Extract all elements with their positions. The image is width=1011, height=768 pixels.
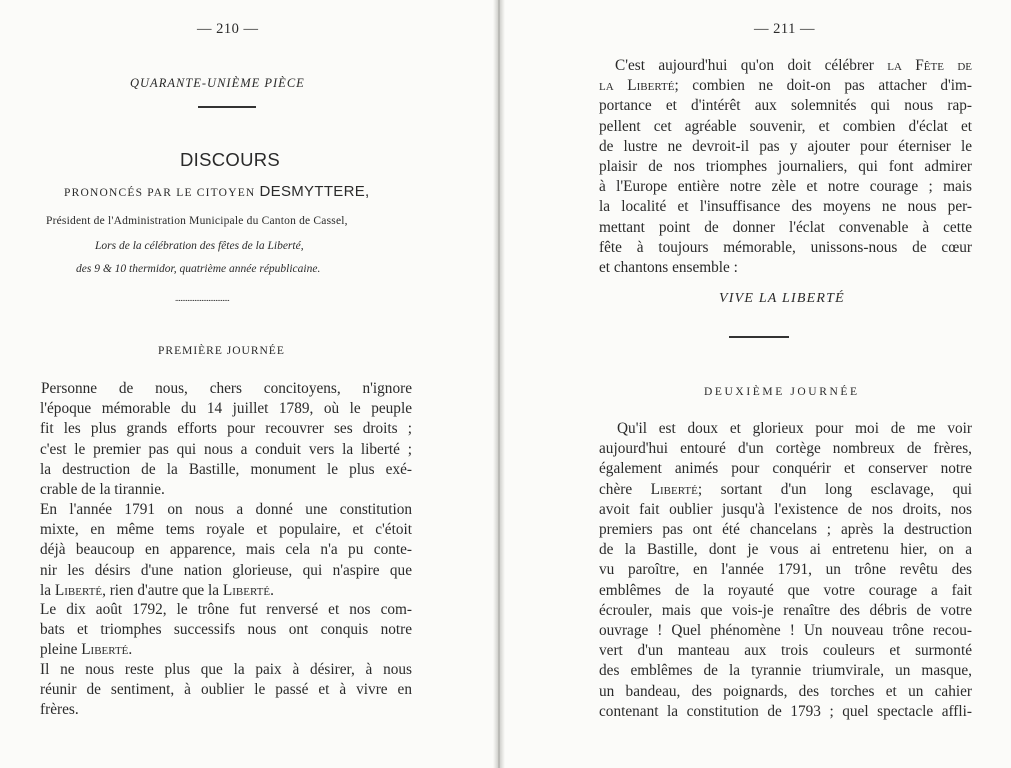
text-line: Il ne nous reste plus que la paix à désirer, à nous — [40, 661, 412, 678]
paragraph — [40, 500, 412, 601]
text-run: la — [40, 581, 55, 599]
dates-line: des 9 & 10 thermidor, quatrième année républicaine. — [76, 263, 321, 275]
text-line: premiers pas ont été chancelans ; après la destruction — [599, 521, 972, 539]
text-line: ouvrage ! Quel phénomène ! Un nouveau trône recou- — [599, 622, 972, 640]
text-line: portance et d'intérêt aux solemnités qui nous rap- — [599, 97, 972, 115]
heading: DISCOURS — [180, 149, 281, 170]
text-run: . — [270, 581, 274, 599]
section-heading: DEUXIÈME JOURNÉE — [704, 386, 860, 398]
text-line: vert d'un manteau aux trois couleurs et surmonté — [599, 642, 972, 660]
occasion-line: Lors de la célébration des fêtes de la Liberté, — [95, 240, 304, 252]
text-line: un bandeau, des poignards, des torches et un cahier — [599, 682, 972, 700]
text-line: la destruction de la Bastille, monument le plus exé- — [40, 460, 412, 478]
text-line: l'époque mémorable du 14 juillet 1789, où le peuple — [40, 400, 412, 418]
paragraph — [599, 419, 972, 722]
text-line: la localité et l'insuffisance des moyens ne nous per- — [599, 198, 972, 216]
text-line: nir les désirs d'une nation glorieuse, qui n'aspire que — [40, 561, 412, 579]
text-line — [599, 76, 972, 96]
text-line — [599, 56, 972, 76]
text-line: Le dix août 1792, le trône fut renversé et nos com- — [40, 601, 412, 618]
text-line — [599, 480, 972, 500]
text-run: , rien d'autre que la — [102, 581, 223, 599]
paragraph — [40, 660, 412, 721]
text-line: de la Bastille, dont je vous ai entretenu hier, on a — [599, 541, 972, 559]
text-run: ; sortant d'un long esclavage, qui — [697, 480, 972, 498]
paragraph — [599, 56, 972, 278]
pronounced-by-text: PRONONCÉS PAR LE CITOYEN — [64, 187, 256, 199]
text-line: mixte, en même tems royale et populaire, et c'étoit — [40, 521, 412, 539]
title-rule — [198, 106, 256, 108]
text-line: à l'Europe entière notre zèle et notre courage ; mais — [599, 178, 972, 196]
text-run: C'est aujourd'hui qu'on doit célébrer — [615, 57, 888, 74]
text-line: En l'année 1791 on nous a donné une constitution — [40, 501, 412, 518]
text-run: chère — [599, 480, 651, 498]
text-line: Qu'il est doux et glorieux pour moi de me voir — [617, 420, 972, 437]
page-number: — 210 — — [197, 21, 259, 37]
pronounced-by — [64, 183, 370, 200]
text-line: réunir de sentiment, à oublier le passé et à vivre en — [40, 681, 412, 699]
text-line: avoit fait oublier jusqu'à l'existence de nos droits, nos — [599, 500, 972, 518]
text-line: aujourd'hui entouré d'un cortège nombreux de frères, — [599, 440, 972, 458]
section-heading: PREMIÈRE JOURNÉE — [158, 345, 285, 357]
text-line: crable de la tirannie. — [40, 481, 165, 499]
small-caps-word: la Fête de — [887, 57, 973, 74]
section-rule — [729, 336, 789, 338]
left-page — [0, 0, 496, 768]
small-caps-word: la Liberté — [599, 77, 675, 95]
page-number: — 211 — — [754, 21, 815, 37]
text-line: contenant la constitution de 1793 ; quel spectacle affli- — [599, 702, 972, 720]
piece-title: QUARANTE-UNIÈME PIÈCE — [130, 76, 305, 90]
text-line: plaisir de nos triomphes journaliers, qui font admirer — [599, 158, 972, 176]
small-caps-word: Liberté — [81, 641, 129, 659]
text-line: pellent cet agréable souvenir, et combien d'éclat et — [599, 117, 972, 135]
text-line: et chantons ensemble : — [599, 259, 738, 277]
small-caps-word: Liberté — [222, 581, 271, 599]
text-run: ; combien ne doit-on pas attacher d'im- — [674, 77, 972, 95]
text-run: pleine — [40, 641, 82, 659]
text-line: des emblêmes de la tyrannie triumvirale, un masque, — [599, 662, 972, 680]
text-line — [40, 640, 412, 660]
right-page — [500, 0, 1011, 768]
text-line: de lustre ne devroit-il pas y ajouter pour éterniser le — [599, 137, 972, 155]
small-caps-word: Liberté — [650, 480, 698, 498]
text-line — [40, 581, 412, 601]
text-line: vu paroître, en l'année 1791, un trône revêtu des — [599, 561, 972, 579]
text-line: fête à toujours mémorable, unissons-nous de cœur — [599, 238, 972, 256]
dotted-separator: ............................... — [175, 293, 230, 303]
text-line: Personne de nous, chers concitoyens, n'ignore — [41, 380, 412, 397]
paragraph — [40, 379, 412, 500]
vive-la-liberte: VIVE LA LIBERTÉ — [719, 291, 845, 306]
text-line: déjà beaucoup en apparence, mais cela n'a pu conte- — [40, 541, 412, 559]
speaker-name: DESMYTTERE, — [259, 183, 370, 200]
text-line: frères. — [40, 701, 79, 719]
text-line: emblêmes de la royauté que votre courage a fait — [599, 581, 972, 599]
small-caps-word: Liberté — [54, 581, 103, 599]
text-line: mettant point de donner l'éclat convenable à cette — [599, 218, 972, 236]
text-line: c'est le premier pas qui nous a conduit vers la liberté ; — [40, 440, 412, 458]
president-line: Président de l'Administration Municipale du Canton de Cassel, — [46, 215, 348, 227]
text-line: écrouler, mais que vois-je renaître des débris de votre — [599, 601, 972, 619]
text-line: également animés pour conquérir et conserver notre — [599, 460, 972, 478]
text-run: . — [128, 641, 133, 659]
text-line: bats et triomphes successifs nous ont conquis notre — [40, 621, 412, 639]
text-line: fit les plus grands efforts pour recouvrer ses droits ; — [40, 420, 412, 438]
paragraph — [40, 600, 412, 661]
